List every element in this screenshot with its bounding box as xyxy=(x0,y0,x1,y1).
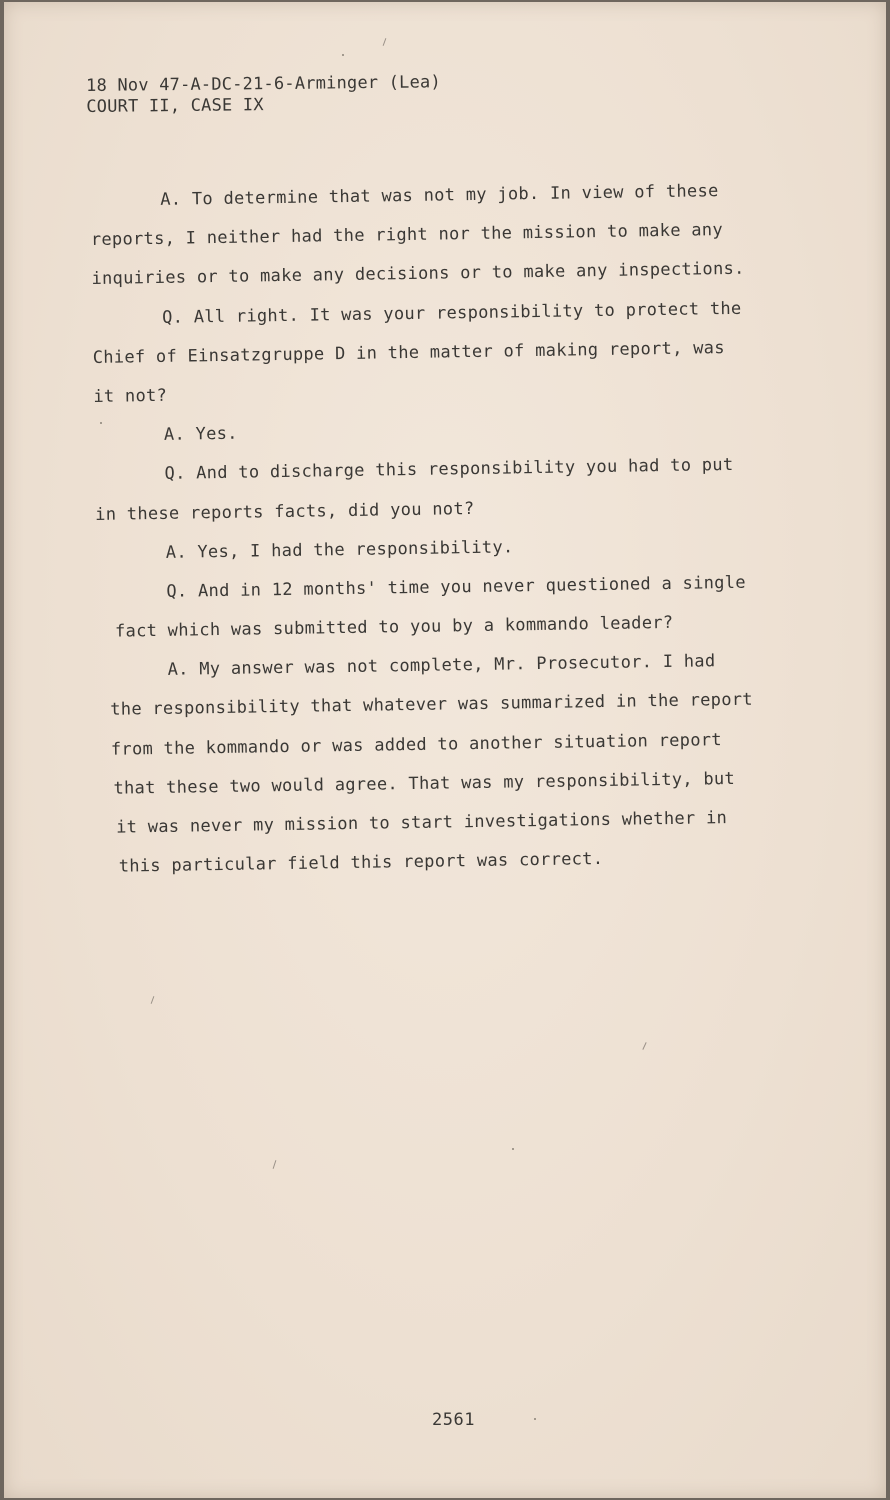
transcript-line: in these reports facts, did you not? xyxy=(95,498,475,525)
transcript-line: it not? xyxy=(93,385,168,407)
transcript-line: A. To determine that was not my job. In view of these xyxy=(160,181,719,210)
transcript-line: Q. All right. It was your responsibility to protect the xyxy=(161,298,742,328)
transcript-line: that these two would agree. That was my responsibility, but xyxy=(113,768,736,799)
transcript-line: A. Yes, I had the responsibility. xyxy=(165,537,514,563)
paper-scratch xyxy=(642,1042,646,1050)
transcript-line: from the kommando or was added to another situation report xyxy=(110,729,723,760)
paper-scratch xyxy=(151,996,155,1004)
paper-speck xyxy=(512,1148,514,1150)
document-page xyxy=(4,2,886,1498)
paper-scratch xyxy=(273,1160,277,1169)
transcript-line: the responsibility that whatever was summarized in the report xyxy=(110,690,754,721)
document-header xyxy=(86,72,441,118)
transcript-line: fact which was submitted to you by a kommando leader? xyxy=(114,612,674,642)
transcript-line: Q. And in 12 months' time you never questioned a single xyxy=(166,572,746,602)
transcript-line: inquiries or to make any decisions or to make any inspections. xyxy=(91,259,745,290)
transcript-line: it was never my mission to start investigations whether in xyxy=(115,808,728,838)
paper-speck xyxy=(342,54,344,56)
transcript-line: A. My answer was not complete, Mr. Prosecutor. I had xyxy=(167,651,716,681)
header-line-court: COURT II, CASE IX xyxy=(86,95,264,117)
transcript-line: Q. And to discharge this responsibility you had to put xyxy=(164,455,734,485)
paper-speck xyxy=(534,1418,536,1420)
paper-speck xyxy=(100,422,102,424)
transcript-body xyxy=(90,171,831,888)
transcript-line: A. Yes. xyxy=(163,423,238,445)
transcript-line: this particular field this report was correct. xyxy=(118,849,604,877)
transcript-line: Chief of Einsatzgruppe D in the matter of making report, was xyxy=(92,337,725,368)
header-line-case-reference: 18 Nov 47-A-DC-21-6-Arminger (Lea) xyxy=(86,72,441,96)
page-number: 2561 xyxy=(432,1410,475,1430)
paper-scratch xyxy=(383,38,387,46)
transcript-line: reports, I neither had the right nor the mission to make any xyxy=(90,220,724,251)
